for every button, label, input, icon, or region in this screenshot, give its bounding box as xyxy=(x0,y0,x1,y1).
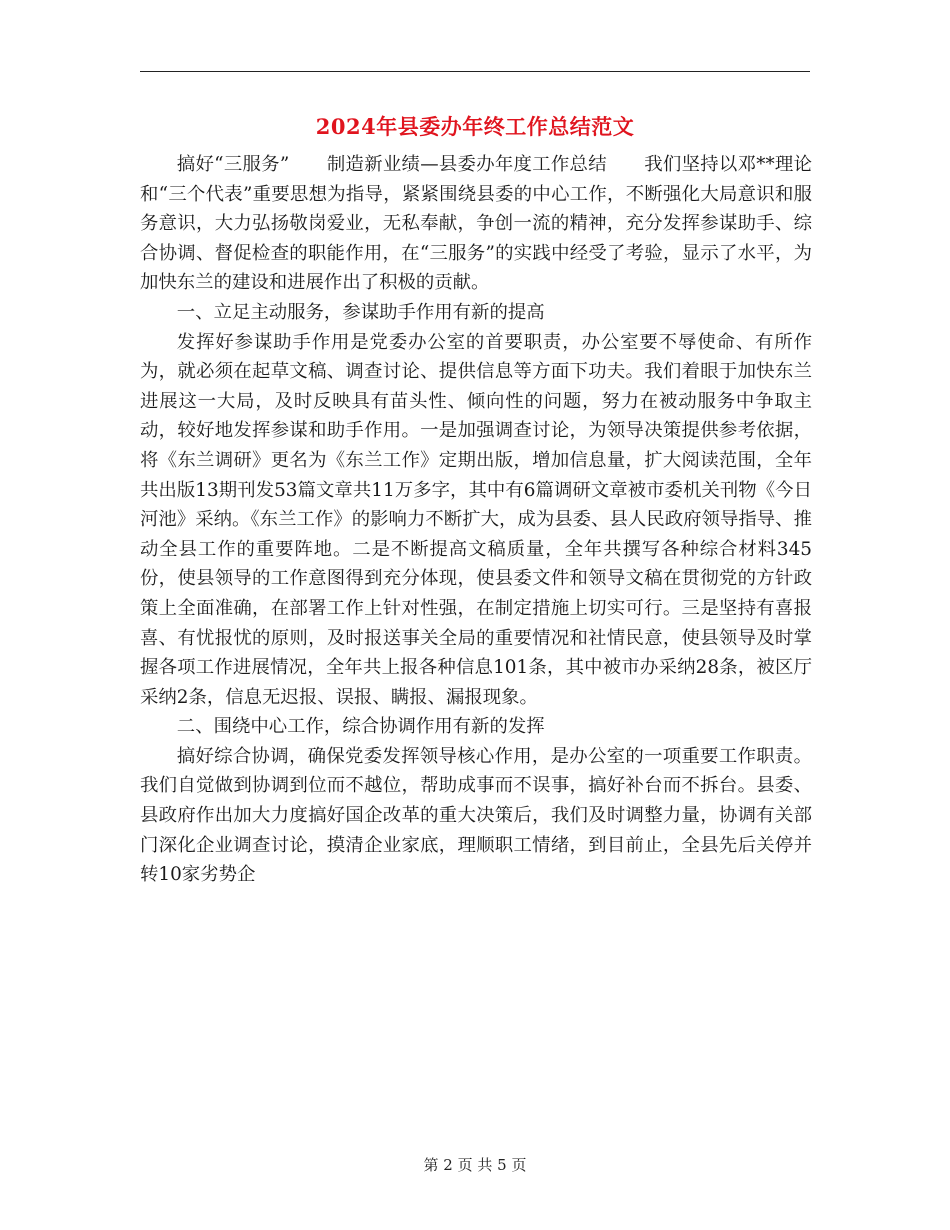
document-title: 2024年县委办年终工作总结范文 xyxy=(315,114,635,139)
paragraph-intro: 搞好“三服务” 制造新业绩—县委办年度工作总结 我们坚持以邓**理论和“三个代表”重要思想为指导，紧紧围绕县委的中心工作，不断强化大局意识和服务意识，大力弘扬敬岗爱业，无私奉献，争创一流的精神，充分发挥参谋助手、综合协调、督促检查的职能作用，在“三服务”的实践中经受了考验，显示了水平，为加快东兰的建设和进展作出了积极的贡献。 xyxy=(140,154,812,294)
section-heading-1: 一、立足主动服务，参谋助手作用有新的提高 xyxy=(176,301,545,323)
document-body xyxy=(140,150,812,890)
paragraph-section-1: 发挥好参谋助手作用是党委办公室的首要职责，办公室要不辱使命、有所作为，就必须在起草文稿、调查讨论、提供信息等方面下功夫。我们着眼于加快东兰进展这一大局，及时反映具有苗头性、倾向性的问题，努力在被动服务中争取主动，较好地发挥参谋和助手作用。一是加强调查讨论，为领导决策提供参考依据，将《东兰调研》更名为《东兰工作》定期出版，增加信息量，扩大阅读范围，全年共出版13期刊发53篇文章共11万多字，其中有6篇调研文章被市委机关刊物《今日河池》采纳。《东兰工作》的影响力不断扩大，成为县委、县人民政府领导指导、推动全县工作的重要阵地。二是不断提高文稿质量，全年共撰写各种综合材料345份，使县领导的工作意图得到充分体现，使县委文件和领导文稿在贯彻党的方针政策上全面准确，在部署工作上针对性强，在制定措施上切实可行。三是坚持有喜报喜、有忧报忧的原则，及时报送事关全局的重要情况和社情民意，使县领导及时掌握各项工作进展情况，全年共上报各种信息101条，其中被市办采纳28条，被区厅采纳2条，信息无迟报、误报、瞒报、漏报现象。 xyxy=(140,331,812,708)
section-heading-2: 二、围绕中心工作，综合协调作用有新的发挥 xyxy=(176,716,545,738)
header-rule xyxy=(140,71,810,72)
paragraph-section-2: 搞好综合协调，确保党委发挥领导核心作用，是办公室的一项重要工作职责。我们自觉做到协调到位而不越位，帮助成事而不误事，搞好补台而不拆台。县委、县政府作出加大力度搞好国企改革的重大决策后，我们及时调整力量，协调有关部门深化企业调查讨论，摸清企业家底，理顺职工情绪，到目前止，全县先后关停并转10家劣势企 xyxy=(140,745,812,886)
page-footer: 第 2 页 共 5 页 xyxy=(423,1156,527,1174)
